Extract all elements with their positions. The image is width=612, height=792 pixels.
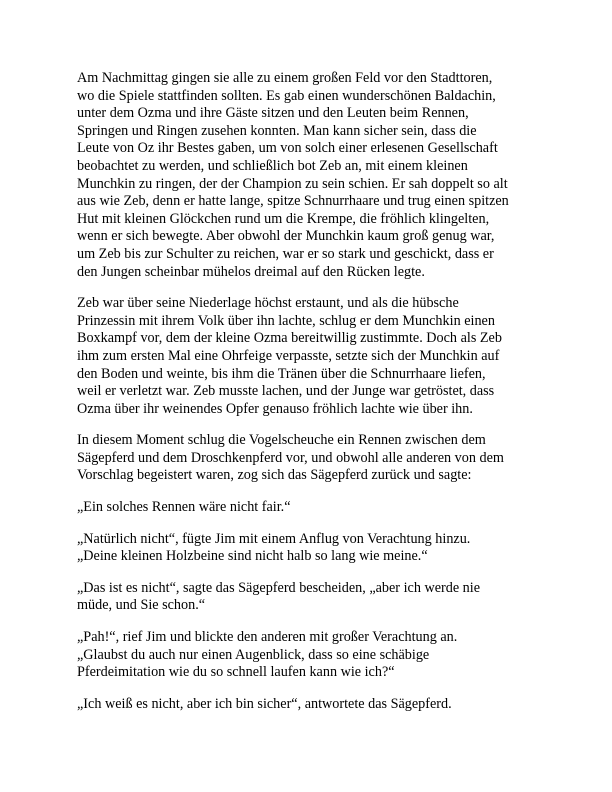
text-line: wenn er sich bewegte. Aber obwohl der Munchkin kaum groß genug war,	[77, 228, 495, 245]
text-line: „Natürlich nicht“, fügte Jim mit einem Anflug von Verachtung hinzu.	[77, 530, 471, 547]
text-line: In diesem Moment schlug die Vogelscheuche ein Rennen zwischen dem	[77, 432, 486, 449]
text-line: Sägepferd und dem Droschkenpferd vor, und obwohl alle anderen von dem	[77, 449, 504, 466]
text-line: Munchkin zu ringen, der der Champion zu sein schien. Er sah doppelt so alt	[77, 175, 508, 192]
paragraph-race-proposal	[77, 432, 535, 485]
text-line: weil er verletzt war. Zeb musste lachen, und der Junge war getröstet, dass	[77, 383, 495, 400]
paragraph-dialogue-3	[77, 580, 535, 615]
text-line: Zeb war über seine Niederlage höchst erstaunt, und als die hübsche	[77, 295, 459, 312]
text-line: Ozma über ihr weinendes Opfer genauso fröhlich lachte wie über ihn.	[77, 400, 473, 417]
paragraph-dialogue-2	[77, 531, 535, 566]
text-line: Prinzessin mit ihrem Volk über ihn lachte, schlug er dem Munchkin einen	[77, 312, 495, 329]
text-line: „Glaubst du auch nur einen Augenblick, dass so eine schäbige	[77, 646, 430, 663]
paragraph-wrestling	[77, 70, 535, 281]
text-line: Boxkampf vor, dem der kleine Ozma bereitwillig zustimmte. Doch als Zeb	[77, 330, 502, 347]
paragraph-dialogue-1	[77, 499, 535, 517]
text-line: „Ein solches Rennen wäre nicht fair.“	[77, 499, 291, 516]
text-line: Leute von Oz ihr Bestes gaben, um von solch einer erlesenen Gesellschaft	[77, 140, 498, 157]
text-line: „Das ist es nicht“, sagte das Sägepferd bescheiden, „aber ich werde nie	[77, 579, 480, 596]
text-line: wo die Spiele stattfinden sollten. Es gab einen wunderschönen Baldachin,	[77, 87, 496, 104]
text-line: „Deine kleinen Holzbeine sind nicht halb so lang wie meine.“	[77, 548, 428, 565]
paragraph-dialogue-5	[77, 696, 535, 714]
paragraph-dialogue-4	[77, 629, 535, 682]
text-line: müde, und Sie schon.“	[77, 597, 206, 614]
text-line: Vorschlag begeistert waren, zog sich das Sägepferd zurück und sagte:	[77, 467, 472, 484]
paragraph-boxing	[77, 295, 535, 418]
text-line: „Pah!“, rief Jim und blickte den anderen mit großer Verachtung an.	[77, 629, 458, 646]
text-line: Springen und Ringen zusehen konnten. Man kann sicher sein, dass die	[77, 122, 477, 139]
text-line: den Boden und weinte, bis ihm die Tränen über die Schnurrhaare liefen,	[77, 365, 486, 382]
text-line: Hut mit kleinen Glöckchen rund um die Krempe, die fröhlich klingelten,	[77, 210, 490, 227]
text-line: „Ich weiß es nicht, aber ich bin sicher“, antwortete das Sägepferd.	[77, 695, 452, 712]
text-line: aus wie Zeb, denn er hatte lange, spitze Schnurrhaare und trug einen spitzen	[77, 193, 509, 210]
text-line: Pferdeimitation wie du so schnell laufen kann wie ich?“	[77, 664, 395, 681]
text-line: um Zeb bis zur Schulter zu reichen, war er so stark und geschickt, dass er	[77, 245, 494, 262]
text-line: den Jungen scheinbar mühelos dreimal auf den Rücken legte.	[77, 263, 425, 280]
body-text	[77, 70, 535, 727]
text-line: beobachtet zu werden, und schließlich bot Zeb an, mit einem kleinen	[77, 157, 468, 174]
text-line: unter dem Ozma und ihre Gäste sitzen und den Leuten beim Rennen,	[77, 105, 469, 122]
text-line: Am Nachmittag gingen sie alle zu einem großen Feld vor den Stadttoren,	[77, 70, 493, 86]
text-line: ihm zum ersten Mal eine Ohrfeige verpasste, setzte sich der Munchkin auf	[77, 347, 500, 364]
